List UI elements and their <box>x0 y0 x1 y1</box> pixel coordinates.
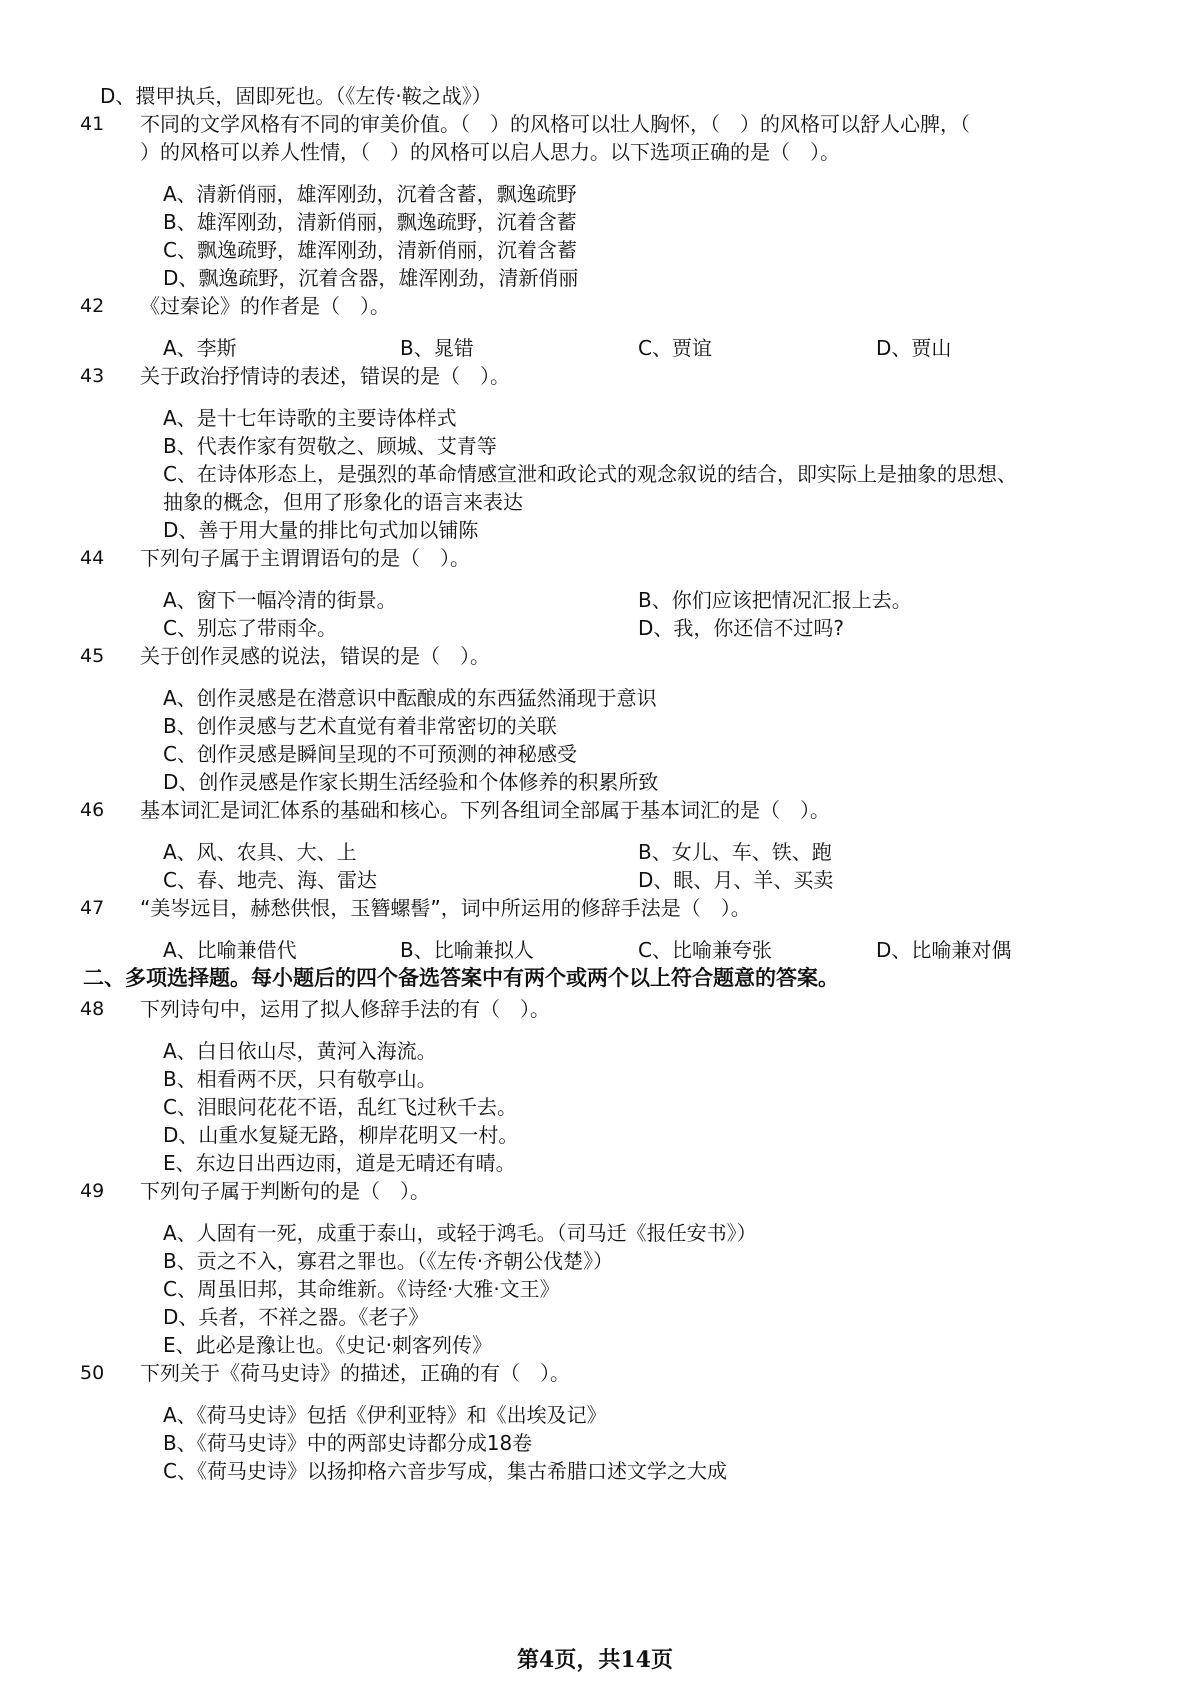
question-48-stem: 下列诗句中，运用了拟人修辞手法的有（ ）。 <box>140 997 550 1021</box>
question-49-option-a: A、人固有一死，成重于泰山，或轻于鸿毛。（司马迁《报任安书》） <box>163 1221 757 1245</box>
question-number-43: 43 <box>80 365 105 387</box>
question-49-option-b: B、贡之不入，寡君之罪也。（《左传·齐朝公伐楚》） <box>163 1249 614 1273</box>
question-43-option-c: C、在诗体形态上，是强烈的革命情感宣泄和政论式的观念叙说的结合，即实际上是抽象的思想、 <box>163 462 1017 486</box>
question-43-option-a: A、是十七年诗歌的主要诗体样式 <box>163 406 457 430</box>
question-45-option-a: A、创作灵感是在潜意识中酝酿成的东西猛然涌现于意识 <box>163 686 657 710</box>
question-44-option-b: B、你们应该把情况汇报上去。 <box>638 588 912 612</box>
question-43-option-c-continued: 抽象的概念，但用了形象化的语言来表达 <box>163 490 523 514</box>
section-2-heading: 二、多项选择题。每小题后的四个备选答案中有两个或两个以上符合题意的答案。 <box>83 966 839 990</box>
question-45-option-d: D、创作灵感是作家长期生活经验和个体修养的积累所致 <box>163 770 659 794</box>
question-41-option-d: D、飘逸疏野，沉着含器，雄浑刚劲，清新俏丽 <box>163 266 579 290</box>
question-43-stem: 关于政治抒情诗的表述，错误的是（ ）。 <box>140 364 510 388</box>
question-number-44: 44 <box>80 547 105 569</box>
question-43-option-d: D、善于用大量的排比句式加以铺陈 <box>163 518 479 542</box>
option-d-previous-question: D、擐甲执兵，固即死也。（《左传·鞍之战》） <box>100 84 492 108</box>
question-45-option-b: B、创作灵感与艺术直觉有着非常密切的关联 <box>163 714 557 738</box>
question-41-option-a: A、清新俏丽，雄浑刚劲，沉着含蓄，飘逸疏野 <box>163 182 577 206</box>
question-41-option-c: C、飘逸疏野，雄浑刚劲，清新俏丽，沉着含蓄 <box>163 238 577 262</box>
question-46-option-d: D、眼、月、羊、买卖 <box>638 868 834 892</box>
question-45-stem: 关于创作灵感的说法，错误的是（ ）。 <box>140 644 490 668</box>
question-49-option-c: C、周虽旧邦，其命维新。《诗经·大雅·文王》 <box>163 1277 560 1301</box>
question-number-50: 50 <box>80 1362 105 1384</box>
question-number-47: 47 <box>80 897 105 919</box>
question-number-48: 48 <box>80 998 105 1020</box>
question-47-stem: “美岑远目，赫愁供恨，玉簪螺髻”，词中所运用的修辞手法是（ ）。 <box>140 896 751 920</box>
question-41-stem-line1: 不同的文学风格有不同的审美价值。（ ）的风格可以壮人胸怀，（ ）的风格可以舒人心脾，（ <box>140 112 970 136</box>
question-46-option-a: A、风、农具、大、上 <box>163 840 357 864</box>
question-47-option-a: A、比喻兼借代 <box>163 938 297 962</box>
question-46-option-b: B、女儿、车、铁、跑 <box>638 840 832 864</box>
question-44-option-d: D、我，你还信不过吗? <box>638 616 845 640</box>
question-44-stem: 下列句子属于主谓谓语句的是（ ）。 <box>140 546 470 570</box>
question-50-stem: 下列关于《荷马史诗》的描述，正确的有（ ）。 <box>140 1361 570 1385</box>
question-48-option-e: E、东边日出西边雨，道是无晴还有晴。 <box>163 1151 516 1175</box>
question-48-option-c: C、泪眼问花花不语，乱红飞过秋千去。 <box>163 1095 517 1119</box>
question-50-option-a: A、《荷马史诗》包括《伊利亚特》和《出埃及记》 <box>163 1403 607 1427</box>
question-number-42: 42 <box>80 295 105 317</box>
question-number-41: 41 <box>80 113 105 135</box>
question-number-46: 46 <box>80 799 105 821</box>
question-47-option-d: D、比喻兼对偶 <box>876 938 1012 962</box>
question-49-option-e: E、此必是豫让也。《史记·刺客列传》 <box>163 1333 492 1357</box>
question-42-option-a: A、李斯 <box>163 336 237 360</box>
question-48-option-b: B、相看两不厌，只有敬亭山。 <box>163 1067 437 1091</box>
question-46-stem: 基本词汇是词汇体系的基础和核心。下列各组词全部属于基本词汇的是（ ）。 <box>140 798 830 822</box>
question-41-option-b: B、雄浑刚劲，清新俏丽，飘逸疏野，沉着含蓄 <box>163 210 577 234</box>
question-50-option-c: C、《荷马史诗》以扬抑格六音步写成，集古希腊口述文学之大成 <box>163 1459 727 1483</box>
question-number-45: 45 <box>80 645 105 667</box>
question-42-option-b: B、晁错 <box>400 336 474 360</box>
question-42-stem: 《过秦论》的作者是（ ）。 <box>140 294 390 318</box>
question-47-option-c: C、比喻兼夸张 <box>638 938 772 962</box>
question-48-option-a: A、白日依山尽，黄河入海流。 <box>163 1039 437 1063</box>
question-48-option-d: D、山重水复疑无路，柳岸花明又一村。 <box>163 1123 519 1147</box>
question-41-stem-line2: ）的风格可以养人性情，（ ）的风格可以启人思力。以下选项正确的是（ ）。 <box>140 140 840 164</box>
question-43-option-b: B、代表作家有贺敬之、顾城、艾青等 <box>163 434 497 458</box>
question-45-option-c: C、创作灵感是瞬间呈现的不可预测的神秘感受 <box>163 742 577 766</box>
question-44-option-a: A、窗下一幅冷清的街景。 <box>163 588 397 612</box>
question-42-option-d: D、贾山 <box>876 336 952 360</box>
page-footer: 第4页，共14页 <box>517 1647 673 1673</box>
question-50-option-b: B、《荷马史诗》中的两部史诗都分成18卷 <box>163 1431 533 1455</box>
question-46-option-c: C、春、地壳、海、雷达 <box>163 868 377 892</box>
question-44-option-c: C、别忘了带雨伞。 <box>163 616 337 640</box>
question-49-option-d: D、兵者，不祥之器。《老子》 <box>163 1305 429 1329</box>
question-42-option-c: C、贾谊 <box>638 336 712 360</box>
question-49-stem: 下列句子属于判断句的是（ ）。 <box>140 1179 430 1203</box>
question-47-option-b: B、比喻兼拟人 <box>400 938 534 962</box>
question-number-49: 49 <box>80 1180 105 1202</box>
